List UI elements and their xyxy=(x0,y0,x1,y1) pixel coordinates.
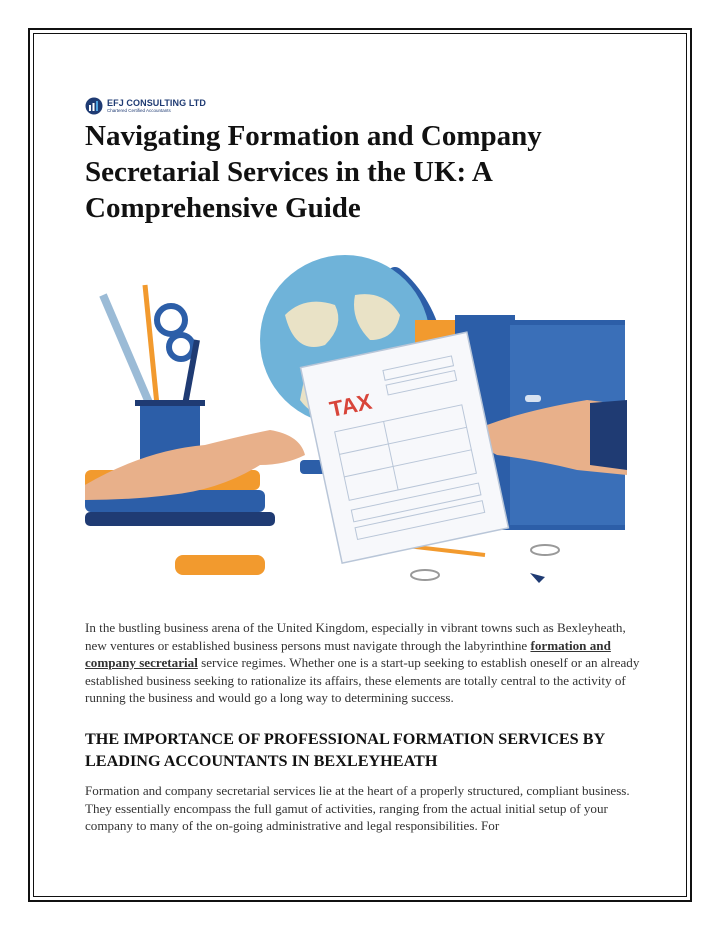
intro-text-before: In the bustling business arena of the United Kingdom, especially in vibrant towns such as Bexleyheath, new ventures or established business persons must navigate through the labyrinthine xyxy=(85,620,626,653)
intro-paragraph xyxy=(85,619,645,707)
formation-link[interactable]: formation and company secretarial xyxy=(85,637,611,670)
tax-handover-illustration xyxy=(85,255,627,605)
paperclip xyxy=(531,545,559,555)
paperclip-2 xyxy=(411,570,439,580)
pushpin-icon xyxy=(530,573,545,583)
logo-name: EFJ CONSULTING LTD xyxy=(107,97,206,108)
section-heading: THE IMPORTANCE OF PROFESSIONAL FORMATION SERVICES BY LEADING ACCOUNTANTS IN BEXLEYHEATH xyxy=(85,730,605,770)
section-paragraph: Formation and company secretarial services lie at the heart of a properly structured, compliant business. They essentially encompass the full gamut of activities, ranging from the actual initial setup of your company to many of the on-going administrative and legal responsibilities. For xyxy=(85,783,630,833)
intro-text-after: service regimes. Whether one is a start-up seeking to establish oneself or an already established business seeking to rationalize its affairs, these elements are totally central to the activity of running the business and would go a long way to determining success. xyxy=(85,655,640,705)
sleeve xyxy=(590,400,627,470)
marker xyxy=(175,555,265,575)
pen-holder xyxy=(103,285,205,475)
form-label: TAX xyxy=(327,388,375,423)
company-logo xyxy=(85,97,206,115)
page-title: Navigating Formation and Company Secretarial Services in the UK: A Comprehensive Guide xyxy=(85,120,542,224)
logo-tagline: Chartered Certified Accountants xyxy=(107,107,171,113)
efj-logo-icon xyxy=(85,97,103,115)
